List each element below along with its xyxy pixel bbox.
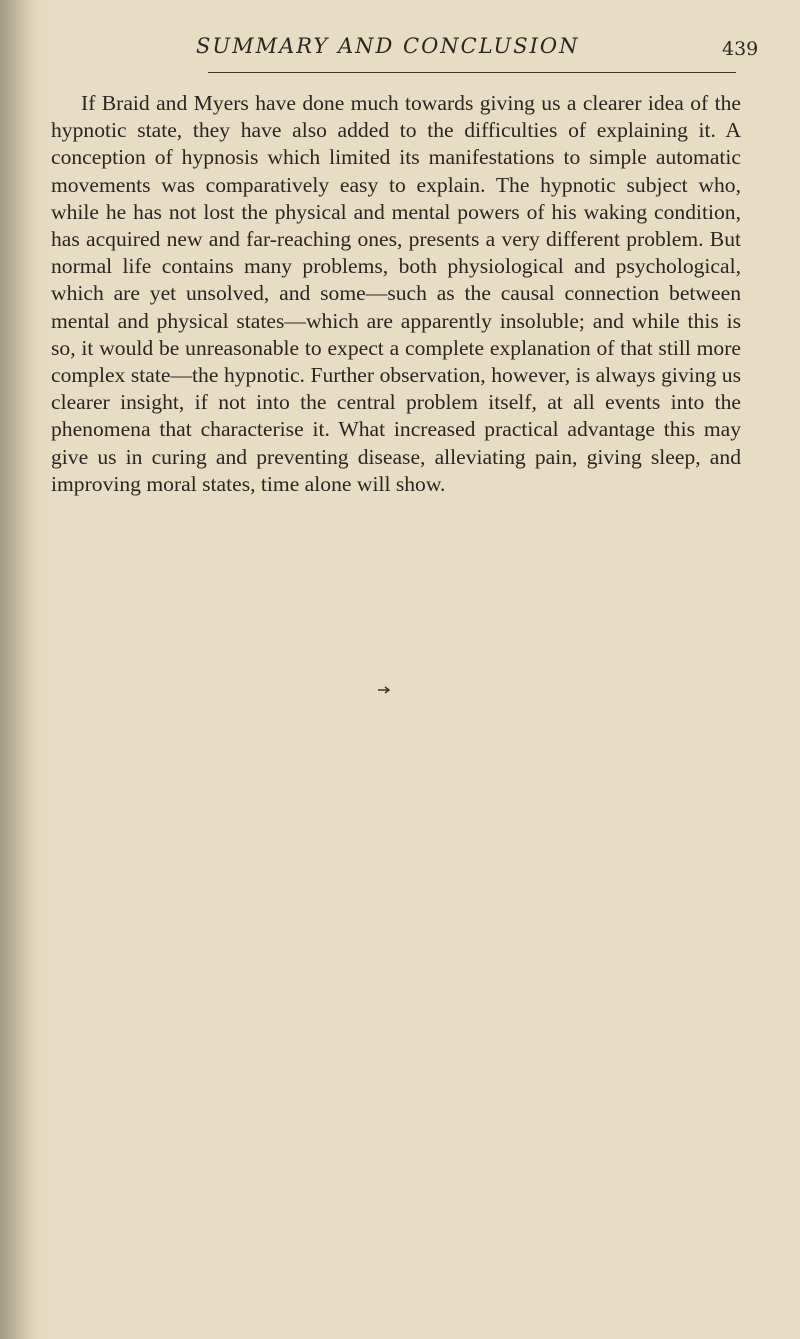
page-number: 439 <box>722 38 759 60</box>
body-paragraph: If Braid and Myers have done much towards giving us a clearer idea of the hypnotic state, they have also added to the difficulties of explaining it. A conception of hypnosis which limited its manifestations to simple automatic movements was comparatively easy to explain. The hypnotic subject who, while he has not lost the physical and mental powers of his waking condition, has acquired new and far-reaching ones, presents a very different problem. But normal life contains many problems, both physiological and psychological, which are yet unsolved, and some—such as the causal connection between mental and physical states—which are apparently insoluble; and while this is so, it would be unreasonable to expect a complete explanation of that still more complex state—the hypnotic. Further observation, however, is always giving us clearer insight, if not into the central problem itself, at all events into the phenomena that characterise it. What increased practical advantage this may give us in curing and preventing disease, alleviating pain, giving sleep, and improving moral states, time alone will show. <box>51 91 741 496</box>
header-rule <box>208 72 736 73</box>
running-head-title: SUMMARY AND CONCLUSION <box>196 34 580 58</box>
binding-shadow <box>0 0 38 1339</box>
end-mark-icon <box>377 684 391 698</box>
